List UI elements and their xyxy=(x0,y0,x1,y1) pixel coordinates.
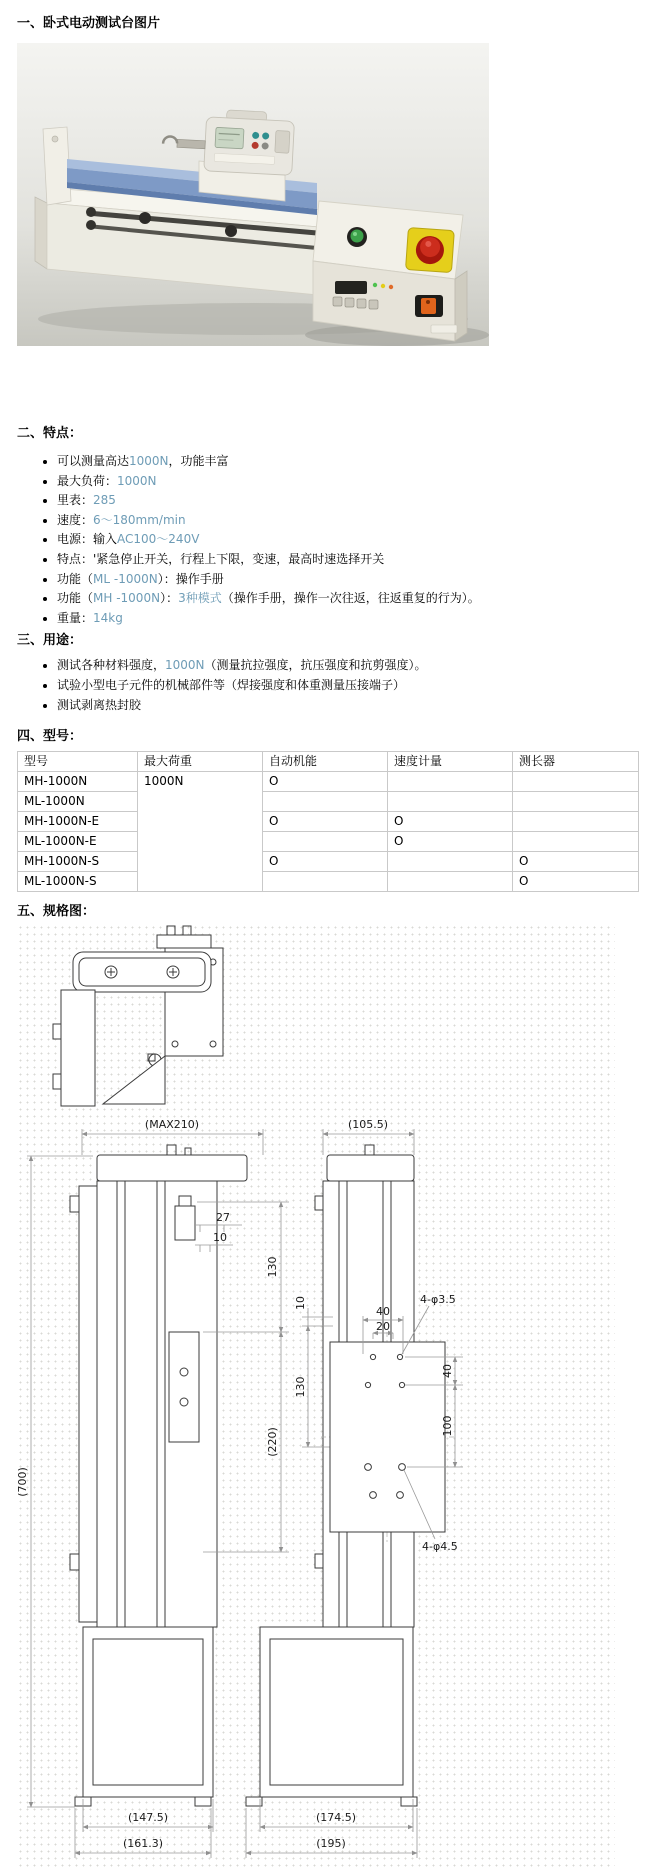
auto-function-cell: O xyxy=(263,852,388,872)
length-meter-cell xyxy=(513,832,639,852)
spec-drawing-svg xyxy=(17,924,615,1869)
table-row xyxy=(18,852,639,872)
model-cell: ML-1000N-S xyxy=(18,872,138,892)
dimension-label: (700) xyxy=(17,1467,29,1497)
length-meter-cell: O xyxy=(513,852,639,872)
dimension-label: 40 xyxy=(376,1305,390,1319)
models-table xyxy=(17,751,639,892)
spec-text: 测试剥离热封胶 xyxy=(57,697,142,712)
spec-value: AC100～240V xyxy=(117,532,200,547)
spec-text: 试验小型电子元件的机械部件等（焊接强度和体重测量压接端子） xyxy=(57,677,406,692)
panel-button xyxy=(345,298,354,307)
product-photo xyxy=(17,43,489,346)
auto-function-cell: O xyxy=(263,812,388,832)
bullet-item xyxy=(57,656,655,676)
dimension-label: 10 xyxy=(213,1231,227,1245)
dimension-label: 130 xyxy=(266,1256,279,1278)
model-cell: ML-1000N xyxy=(18,792,138,812)
length-meter-cell xyxy=(513,772,639,792)
spec-text: 最大负荷： xyxy=(57,473,118,488)
bracket-detail-view xyxy=(53,926,223,1106)
lcd-screen xyxy=(215,127,244,148)
spec-text: ，功能丰富 xyxy=(168,454,229,468)
panel-button xyxy=(357,299,366,308)
table-row xyxy=(18,832,639,852)
column-header: 速度计量 xyxy=(388,752,513,772)
spec-value: 14kg xyxy=(93,610,123,625)
dimension-label: (147.5) xyxy=(127,1811,169,1825)
control-panel xyxy=(313,201,467,341)
model-cell: MH-1000N-S xyxy=(18,852,138,872)
bullet-item xyxy=(57,589,655,609)
dimension-label: (220) xyxy=(266,1427,279,1457)
table-row xyxy=(18,812,639,832)
bullet-item xyxy=(57,570,655,590)
speed-meter-cell: O xyxy=(388,832,513,852)
spec-value: MH -1000N xyxy=(93,591,161,606)
dimension-label: (161.3) xyxy=(122,1837,164,1851)
dimension-label: (195) xyxy=(316,1837,346,1851)
gauge-probe xyxy=(177,139,205,148)
spec-value: 1000N xyxy=(129,454,169,468)
model-cell: ML-1000N-E xyxy=(18,832,138,852)
bullet-item xyxy=(57,452,655,472)
dimension-label: (MAX210) xyxy=(144,1118,200,1132)
spec-text: 重量： xyxy=(57,610,94,625)
front-view xyxy=(17,1118,289,1858)
status-led-orange xyxy=(389,285,393,289)
spec-text: 里表： xyxy=(57,493,94,508)
bullet-item xyxy=(57,676,655,696)
spec-text: ）： xyxy=(160,591,179,606)
length-meter-cell xyxy=(513,792,639,812)
green-power-button xyxy=(351,230,364,243)
dimension-label: 4-φ3.5 xyxy=(420,1293,456,1307)
spec-text: 功能（ xyxy=(57,571,94,586)
status-led-green xyxy=(373,283,377,287)
auto-function-cell xyxy=(263,832,388,852)
bullet-item xyxy=(57,530,655,550)
speed-meter-cell xyxy=(388,852,513,872)
dimension-label: (105.5) xyxy=(347,1118,389,1132)
uses-list xyxy=(17,656,655,715)
section-3-heading: 三、用途： xyxy=(17,633,83,649)
section-2-heading: 二、特点： xyxy=(17,426,83,441)
auto-function-cell: O xyxy=(263,772,388,792)
column-header: 最大荷重 xyxy=(138,752,263,772)
dimension-label: 10 xyxy=(294,1296,307,1311)
dimension-label: 20 xyxy=(376,1320,390,1334)
table-header-row xyxy=(18,752,639,772)
speed-meter-cell xyxy=(388,772,513,792)
max-load-cell: 1000N xyxy=(138,772,263,892)
spec-text: （测量抗拉强度，抗压强度和抗剪强度）。 xyxy=(204,658,427,673)
bullet-item xyxy=(57,472,655,492)
spec-text: 速度： xyxy=(57,512,94,527)
spec-text: （操作手册，操作一次往返，往返重复的行为）。 xyxy=(221,591,480,606)
spec-value: 1000N xyxy=(165,658,205,673)
speed-meter-cell: O xyxy=(388,812,513,832)
column-header: 自动机能 xyxy=(263,752,388,772)
panel-button xyxy=(369,300,378,309)
dimension-label: (174.5) xyxy=(315,1811,357,1825)
speed-meter-cell xyxy=(388,872,513,892)
status-led-yellow xyxy=(381,284,385,288)
slider-block xyxy=(169,1332,199,1442)
spec-value: 285 xyxy=(93,493,116,508)
spec-text: 功能（ xyxy=(57,591,94,606)
spec-text: 测试各种材料强度， xyxy=(57,658,166,673)
column-header: 型号 xyxy=(18,752,138,772)
bullet-item xyxy=(57,550,655,570)
brand-logo xyxy=(431,325,457,333)
dimension-label: 4-φ4.5 xyxy=(422,1540,458,1554)
bullet-item xyxy=(57,696,655,716)
auto-function-cell xyxy=(263,872,388,892)
spec-drawing xyxy=(17,924,615,1869)
spec-text: 可以测量高达 xyxy=(57,454,130,468)
table-row xyxy=(18,872,639,892)
spec-value: ML -1000N xyxy=(93,571,158,586)
section-4-heading: 四、型号： xyxy=(17,729,83,745)
spec-value: 1000N xyxy=(117,473,157,488)
spec-text: 电源：输入 xyxy=(57,532,118,547)
emergency-stop-button xyxy=(406,228,455,273)
column-header: 测长器 xyxy=(513,752,639,772)
product-photo-image xyxy=(17,43,489,346)
features-list xyxy=(17,452,655,628)
length-meter-cell: O xyxy=(513,872,639,892)
bullet-item xyxy=(57,511,655,531)
table-row xyxy=(18,772,639,792)
bullet-item xyxy=(57,491,655,511)
bullet-item xyxy=(57,609,655,629)
spec-value: 3种模式 xyxy=(178,591,222,606)
side-view xyxy=(246,1118,463,1858)
section-1-heading: 一、卧式电动测试台图片 xyxy=(17,16,161,31)
spec-value: 6～180mm/min xyxy=(93,512,186,527)
mounting-plate xyxy=(330,1342,445,1532)
length-meter-cell xyxy=(513,812,639,832)
auto-function-cell xyxy=(263,792,388,812)
table-row xyxy=(18,792,639,812)
dimension-label: 27 xyxy=(216,1211,230,1225)
model-cell: MH-1000N-E xyxy=(18,812,138,832)
speed-meter-cell xyxy=(388,792,513,812)
panel-button xyxy=(333,297,342,306)
spec-text: ）：操作手册 xyxy=(157,571,224,586)
dimension-label: 100 xyxy=(441,1415,454,1437)
dimension-label: 40 xyxy=(441,1364,454,1379)
dimension-label: 130 xyxy=(294,1376,307,1398)
spec-text: 特点：'紧急停止开关，行程上下限，变速，最高时速选择开关 xyxy=(57,551,385,566)
model-cell: MH-1000N xyxy=(18,772,138,792)
section-5-heading: 五、规格图： xyxy=(17,904,96,920)
panel-display xyxy=(335,281,367,294)
